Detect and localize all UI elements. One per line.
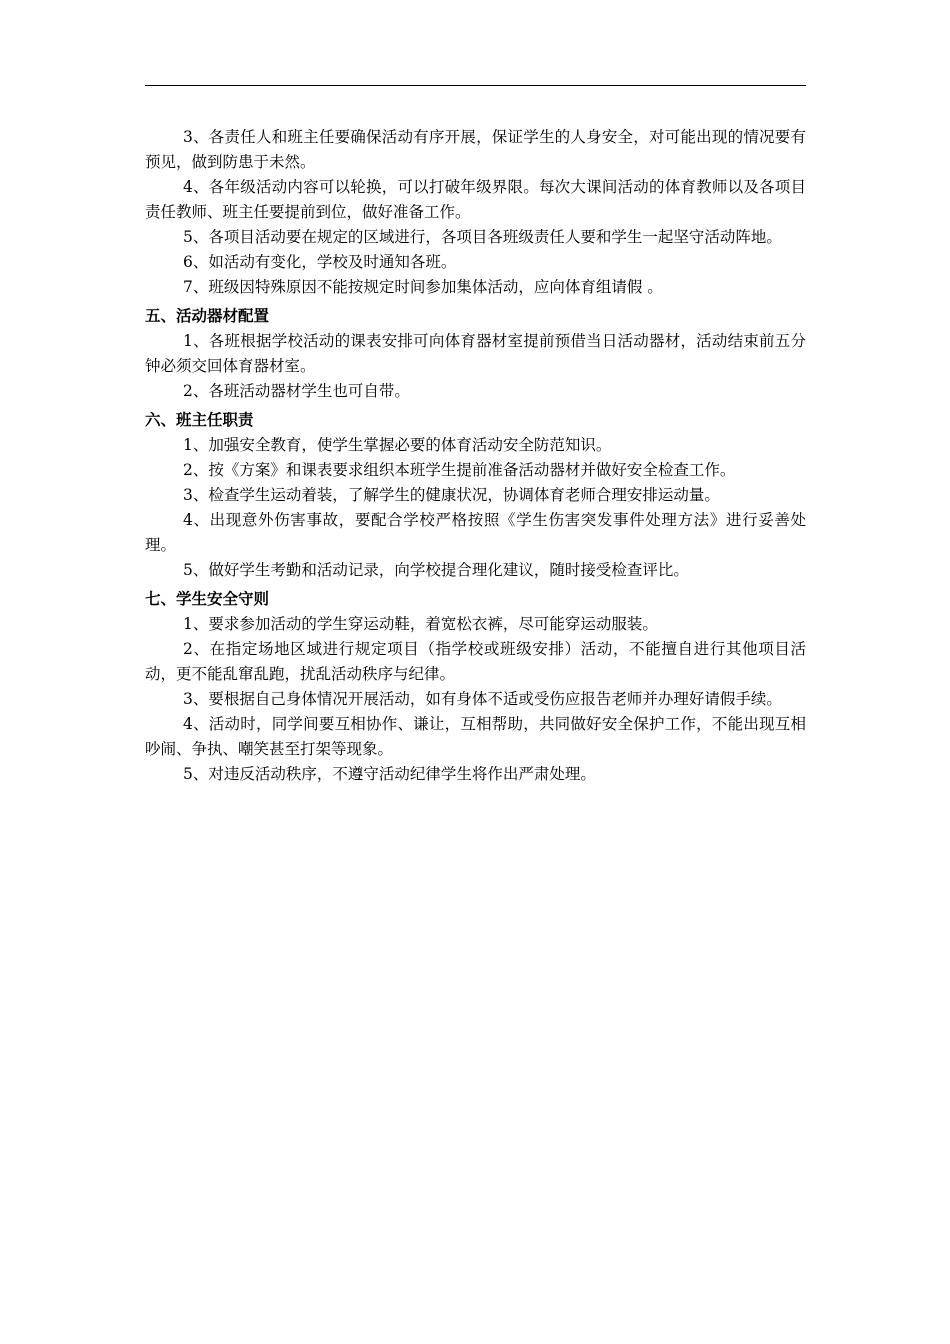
section-heading-equipment: 五、活动器材配置 — [145, 307, 270, 325]
paragraph-item: 5、各项目活动要在规定的区域进行，各项目各班级责任人要和学生一起坚守活动阵地。 — [183, 228, 782, 246]
paragraph-item: 2、在指定场地区域进行规定项目（指学校或班级安排）活动，不能擅自进行其他项目活动，更不能乱窜乱跑，扰乱活动秩序与纪律。 — [145, 640, 806, 683]
paragraph-item: 6、如活动有变化，学校及时通知各班。 — [183, 253, 457, 271]
document-body — [145, 125, 806, 787]
paragraph-item: 4、出现意外伤害事故，要配合学校严格按照《学生伤害突发事件处理方法》进行妥善处理。 — [145, 511, 806, 554]
paragraph-item: 4、活动时，同学间要互相协作、谦让，互相帮助，共同做好安全保护工作，不能出现互相吵闹、争执、嘲笑甚至打架等现象。 — [145, 715, 806, 758]
paragraph-item: 1、要求参加活动的学生穿运动鞋，着宽松衣裤，尽可能穿运动服装。 — [183, 615, 658, 633]
section-heading-teacher-duties: 六、班主任职责 — [145, 411, 254, 429]
header-rule — [145, 85, 806, 86]
paragraph-item: 2、各班活动器材学生也可自带。 — [183, 382, 410, 400]
paragraph-item: 7、班级因特殊原因不能按规定时间参加集体活动，应向体育组请假 。 — [183, 278, 663, 296]
section-heading-student-safety: 七、学生安全守则 — [145, 590, 270, 608]
paragraph-item: 3、检查学生运动着装，了解学生的健康状况，协调体育老师合理安排运动量。 — [183, 486, 720, 504]
paragraph-item: 1、各班根据学校活动的课表安排可向体育器材室提前预借当日活动器材，活动结束前五分钟必须交回体育器材室。 — [145, 332, 806, 375]
paragraph-item: 2、按《方案》和课表要求组织本班学生提前准备活动器材并做好安全检查工作。 — [183, 461, 736, 479]
paragraph-item: 1、加强安全教育，使学生掌握必要的体育活动安全防范知识。 — [183, 436, 612, 454]
paragraph-item: 5、对违反活动秩序，不遵守活动纪律学生将作出严肃处理。 — [183, 765, 596, 783]
paragraph-item: 3、各责任人和班主任要确保活动有序开展，保证学生的人身安全，对可能出现的情况要有预见，做到防患于未然。 — [145, 128, 806, 171]
paragraph-item: 5、做好学生考勤和活动记录，向学校提合理化建议，随时接受检查评比。 — [183, 561, 689, 579]
paragraph-item: 4、各年级活动内容可以轮换，可以打破年级界限。每次大课间活动的体育教师以及各项目责任教师、班主任要提前到位，做好准备工作。 — [145, 178, 806, 221]
paragraph-item: 3、要根据自己身体情况开展活动，如有身体不适或受伤应报告老师并办理好请假手续。 — [183, 690, 782, 708]
